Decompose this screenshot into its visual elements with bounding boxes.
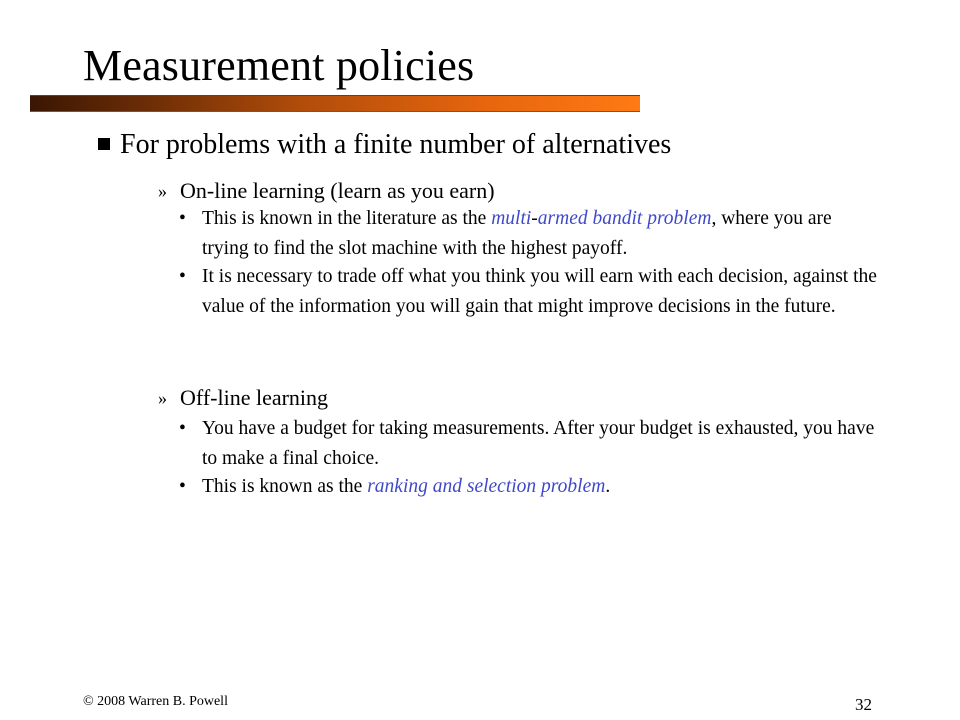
offline-bullet-2-text (202, 472, 882, 502)
online-bullet-1-text (202, 204, 882, 264)
bandit-term-part-a: multi (491, 208, 532, 229)
bullet-dot-icon: • (179, 208, 186, 229)
online-bullet-1-post: , where you are trying to find the slot machine with the highest payoff. (202, 208, 832, 259)
chevron-marker-icon: » (158, 388, 167, 408)
slide-title: Measurement policies (83, 41, 475, 90)
online-learning-text: On-line learning (learn as you earn) (180, 178, 495, 203)
ranking-selection-term: ranking and selection problem (367, 476, 606, 497)
online-bullet-2-text: It is necessary to trade off what you think you will earn with each decision, against the value of the information you will gain that might improve decisions in the future. (202, 266, 877, 317)
bullet-dot-icon: • (179, 476, 186, 497)
title-underline-bar (30, 95, 640, 112)
bandit-term-dash: - (531, 208, 538, 229)
bandit-term-part-b: armed bandit problem (537, 208, 712, 229)
offline-bullet-2-pre: This is known as the (202, 476, 368, 497)
chevron-marker-icon: » (158, 181, 167, 201)
bullet-dot-icon: • (179, 418, 186, 439)
square-bullet-icon (98, 138, 110, 150)
bullet-dot-icon: • (179, 266, 186, 287)
offline-learning-text: Off-line learning (180, 385, 329, 410)
page-number: 32 (855, 695, 872, 714)
online-bullet-1-pre: This is known in the literature as the (202, 208, 492, 229)
offline-bullet-2-post: . (605, 476, 611, 497)
bullet-level1-text: For problems with a finite number of alternatives (120, 129, 672, 160)
offline-bullet-1-text: You have a budget for taking measurements. After your budget is exhausted, you have to make a final choice. (202, 418, 875, 469)
copyright-footer: © 2008 Warren B. Powell (83, 694, 228, 709)
